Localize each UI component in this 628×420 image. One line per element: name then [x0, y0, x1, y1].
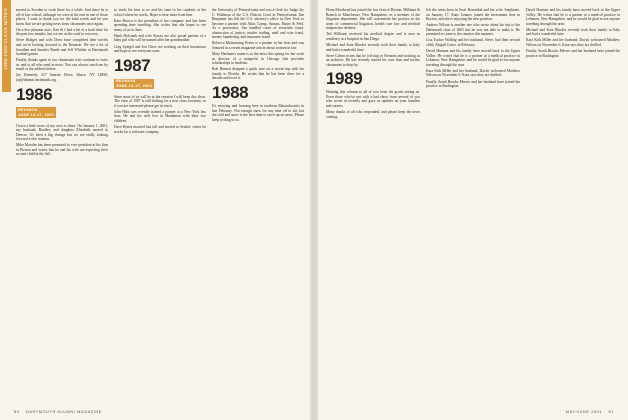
paragraph: Kate Brown is the president of her company and has been spending time traveling. She writes that she hopes to see many of us in June.: [114, 18, 206, 32]
column-2: [114, 8, 206, 400]
paragraph: John Hiltz was recently named a partner at a New York law firm. He and his wife live in Manhattan with their two children.: [114, 109, 206, 124]
paragraph: the University of Pennsylvania and was a clerk for Judge Jay C. Waldman of the U.S. District Court in Pennsylvania. Jim Benjamin has left the U.S. attorney's office in New York to become a partner with Akin, Gump, Strauss, Hauer & Feld. As a prosecutor, Jim handled cases of securities fraud, obstruction of justice, insider trading, mail and wire fraud, money laundering, and insurance fraud.: [212, 8, 304, 40]
page-number: 80: [14, 409, 20, 414]
paragraph: Finally, Sarah Brooks Mercer and her husband have joined the practice in Burlington.: [426, 79, 520, 89]
column-1: [16, 8, 108, 400]
paragraph: Elena Morehead has joined the law firm of Devine, Millimet & Branch in Manchester, New Hampshire, as a member of the litigation department. She will concentrate her practice in the areas of commercial litigation, health care law and medical malpractice defense.: [326, 8, 420, 31]
class-year-number: 1988: [212, 82, 249, 102]
page-gutter: [310, 0, 318, 420]
class-year-heading-1986: [16, 84, 108, 121]
paragraph: On a less pleasant note, Ken & I had a bit of a hard time for the past few months, but we are on the road to recovery.: [16, 27, 108, 37]
paragraph: David Harmon and his family have moved back to the Upper Valley. He writes that he is a partner at a medical practice in Lebanon, New Hampshire, and he would be glad to see anyone traveling through the area.: [526, 8, 620, 26]
paragraph: Greg Spiegel and Jon Chew are working on their businesses and hope to see everyone soon.: [114, 44, 206, 54]
class-year-heading-1987: [114, 55, 206, 92]
paragraph: Steve Hodges and wife Drew have completed their travels and we're looking forward to the Reunion. We see a lot of Jonathan and Jennifer Reade and Jeff Whittier at Dartmouth football games.: [16, 38, 108, 57]
paragraph: Michael and Kate Rhodes recently took their family to Italy and had a wonderful time.: [526, 27, 620, 37]
paragraph: Ted Williams received his medical degree and is now in residency at a hospital in San Diego.: [326, 32, 420, 41]
paragraph: Since most of us will be at the reunion I will keep this short. The class of 1987 is still looking for a new class secretary, so if you are interested please get in touch.: [114, 94, 206, 108]
page-footer-left: [14, 409, 102, 414]
paragraph: It's snowing and freezing here in northern Massachusetts in late February. Not enough snow for any time off to ski, but the cold and snow is the best time to catch up on news. Please keep writing to us.: [212, 103, 304, 122]
reunion-label: REUNION: [18, 108, 38, 113]
paragraph: Kara Kirk Miller and her husband, David, welcomed Matthew Nelson on November 6. Kara says they are thrilled.: [526, 38, 620, 48]
column-4: [326, 8, 420, 400]
paragraph: Mary Hartman's name is in the news this spring for her work as director of a nonprofit in Chicago that provides scholarships to students.: [212, 52, 304, 66]
publication-title: DARTMOUTH ALUMNI MAGAZINE: [25, 409, 102, 414]
paragraph: Kara Kirk Miller and her husband, David, welcomed Matthew Nelson on November 6. Kara says they are thrilled.: [426, 68, 520, 78]
paragraph: to teach his best to us and his time to his students at the school where he works. Hope to hear more from him.: [114, 8, 206, 17]
column-5: [426, 8, 520, 400]
column-3: [212, 8, 304, 400]
reunion-badge: [114, 79, 154, 89]
paragraph: moved to Sweden to work there for a while. And since he is off of law school, although we were at his rent in one of those places. I want to thank you for the kind words and let you know that we are getting news from classmates once again.: [16, 8, 108, 26]
paragraph: I have a little news of my own to share. On January 1, 2001, my husband, Bradley, and daughter Elizabeth moved to Denver. It's been a big change but we are really looking forward to the reunion.: [16, 123, 108, 142]
paragraph: David Harmon and his family have moved back to the Upper Valley. He writes that he is a partner at a medical practice in Lebanon, New Hampshire, and he would be glad to see anyone traveling through the area.: [426, 49, 520, 67]
paragraph: Lisa Tucker Walling and her husband, Steve, had their second child, Abigail Grace, in February.: [426, 38, 520, 48]
paragraph: Andrew Wilson is another one who wrote about his trip to the Dartmouth class of 2001 but he was not able to make it. He promised to come to the reunion this summer.: [426, 23, 520, 37]
paragraph: Jay Kennedy, 217 Sunrise Drive, Ithaca, NY 14850; jay@alumni.dartmouth.org.: [16, 73, 108, 83]
class-year-number: 1989: [326, 69, 363, 89]
right-page: [318, 0, 628, 420]
column-6: [526, 8, 620, 400]
issue-date: MAY/JUNE 2001: [565, 409, 603, 414]
class-year-heading-1988: [212, 82, 304, 102]
page-footer-right: [566, 409, 614, 414]
page-number: 81: [608, 409, 614, 414]
paragraph: Bob Hanson dropped a quick note on a recent trip with his family to Florida. He writes that he has been there for a decade and loves it.: [212, 67, 304, 81]
paragraph: Wanting this column to all of you from the grotto seeing us. Even those who've run with a bad show from several of you who wrote in recently and gave us updates on your families and careers.: [326, 90, 420, 108]
paragraph: Hank Holcomb and wife Stacey are also proud parents of a baby girl who will be named after her grandmother.: [114, 33, 206, 43]
class-year-number: 1986: [16, 84, 53, 104]
class-year-heading-1989: [326, 71, 420, 87]
paragraph: Dave Bynes married last fall and moved to Seattle, where he works for a software company.: [114, 125, 206, 134]
paragraph: Rebecca Mainwaring Peters is a partner in her firm and was featured in a recent magazine article about women in law.: [212, 41, 304, 50]
reunion-dates: JUNE 14-17, 2001: [18, 112, 55, 117]
paragraph: Michael and Kate Rhodes recently took their family to Italy and had a wonderful time.: [326, 43, 420, 52]
paragraph: Many thanks to all who responded, and please keep the news coming.: [326, 110, 420, 119]
paragraph: Mike Morales has been promoted to vice president at his firm in Boston and writes that he and his wife are expecting their second child in the fall.: [16, 143, 108, 157]
paragraph: Finally, thanks again to our classmates who continue to write in, and to all who send in news. You can always reach me by email or the address below.: [16, 58, 108, 72]
paragraph: Steve Cohen writes that he is living in Vermont and working as an architect. He has recently started his own firm and invites classmates to drop by.: [326, 53, 420, 67]
paragraph: left the twins born in Scott Rosenthal and her wife, Stephanie, on January 17. Anne Lennox joined the investment firm in Boston, and she is enjoying the new position.: [426, 8, 520, 22]
paragraph: Finally, Sarah Brooks Mercer and her husband have joined the practice in Burlington.: [526, 49, 620, 58]
reunion-dates: JUNE 14-17, 2001: [116, 83, 153, 88]
side-label: 1985-1989 CLASS NOTES: [3, 8, 8, 70]
reunion-badge: [16, 107, 56, 117]
left-page: [0, 0, 310, 420]
reunion-label: REUNION: [116, 79, 136, 84]
class-year-number: 1987: [114, 55, 151, 75]
